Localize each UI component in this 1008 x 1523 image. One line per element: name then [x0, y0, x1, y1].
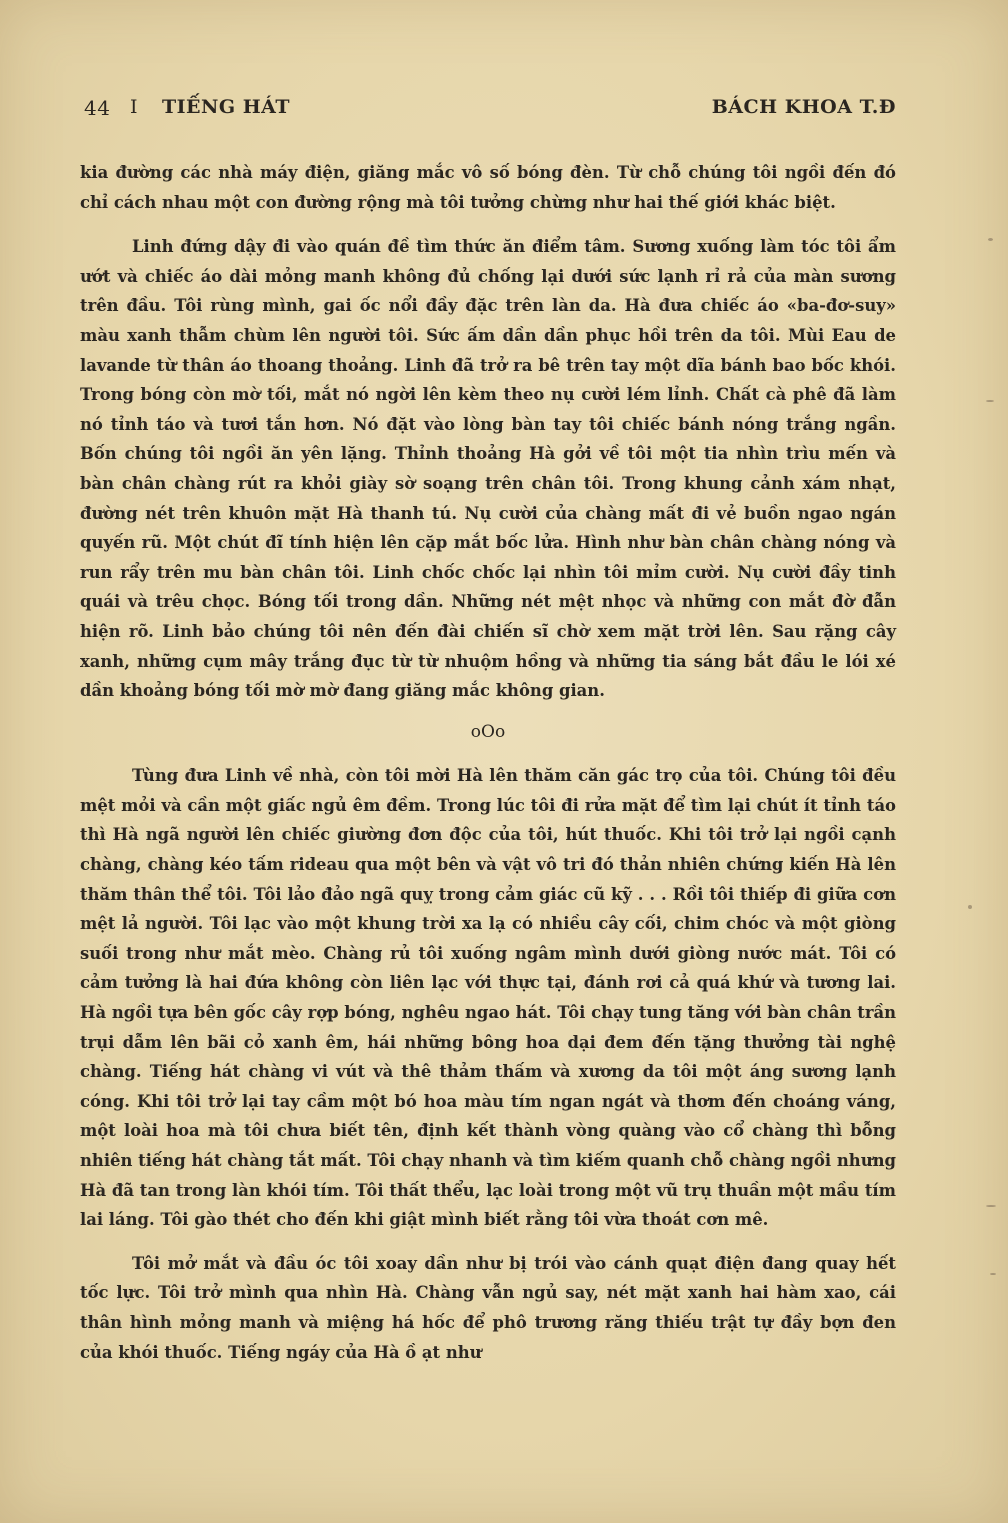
section-divider: oOo	[470, 721, 506, 742]
paper-speck	[988, 238, 993, 241]
paragraph-4: Tôi mở mắt và đầu óc tôi xoay dần như bị trói vào cánh quạt điện đang quay hết tốc lực. Tôi trở mình qua nhìn Hà. Chàng vẫn ngủ say, nét mặt xanh hai hàm xao, cái thân hình mỏng manh và miệng há hốc để phô trương răng thiếu trật tự đầy bợn đen của khói thuốc. Tiếng ngáy của Hà ồ ạt như	[80, 1253, 896, 1362]
page-header	[84, 96, 896, 126]
section-title: TIẾNG HÁT	[162, 96, 291, 118]
paper-speck	[968, 905, 972, 909]
page-number: 44	[84, 96, 111, 120]
paragraph-1: kia đường các nhà máy điện, giăng mắc vô số bóng đèn. Từ chỗ chúng tôi ngồi đến đó chỉ cách nhau một con đường rộng mà tôi tưởng chừng như hai thế giới khác biệt.	[80, 163, 896, 212]
header-separator: I	[130, 96, 139, 118]
article-body	[80, 158, 896, 1367]
journal-title: BÁCH KHOA T.Đ	[711, 96, 896, 118]
paper-speck	[990, 1273, 996, 1275]
paragraph-3: Tùng đưa Linh về nhà, còn tôi mời Hà lên thăm căn gác trọ của tôi. Chúng tôi đều mệt mỏi và cần một giấc ngủ êm đềm. Trong lúc tôi đi rửa mặt để tìm lại chút ít tỉnh táo thì Hà ngã người lên chiếc giường đơn độc của tôi, hút thuốc. Khi tôi trở lại ngồi cạnh chàng, chàng kéo tấm rideau qua một bên và vật vô tri đó thản nhiên chứng kiến Hà lên thăm thân thể tôi. Tôi lảo đảo ngã quỵ trong cảm giác cũ kỹ . . . Rồi tôi thiếp đi giữa cơn mệt lả người. Tôi lạc vào một khung trời xa lạ có nhiều cây cối, chim chóc và một giòng suối trong như mắt mèo. Chàng rủ tôi xuống ngâm mình dưới giòng nước mát. Tôi có cảm tưởng là hai đứa không còn liên lạc với thực tại, đánh rơi cả quá khứ và tương lai. Hà ngồi tựa bên gốc cây rợp bóng, nghêu ngao hát. Tôi chạy tung tăng với bàn chân trần trụi dẫm lên bãi cỏ xanh êm, hái những bông hoa dại đem đến tặng thưởng tài nghệ chàng. Tiếng hát chàng vi vút và thê thảm thấm và xương da tôi một áng sương lạnh cóng. Khi tôi trở lại tay cầm một bó hoa màu tím ngan ngát và thơm đến choáng váng, một loài hoa mà tôi chưa biết tên, định kết thành vòng quàng vào cổ chàng thì bỗng nhiên tiếng hát chàng tắt mất. Tôi chạy nhanh và tìm kiếm quanh chỗ chàng ngồi nhưng Hà đã tan trong làn khói tím. Tôi thất thểu, lạc loài trong một vũ trụ thuần một mầu tím lai láng. Tôi gào thét cho đến khi giật mình biết rằng tôi vừa thoát cơn mê.	[80, 766, 896, 1230]
paper-speck	[986, 1205, 996, 1207]
paper-speck	[986, 400, 994, 402]
paragraph-2: Linh đứng dậy đi vào quán đề tìm thức ăn điểm tâm. Sương xuống làm tóc tôi ẩm ướt và chiếc áo dài mỏng manh không đủ chống lại dưới sức lạnh rỉ rả của màn sương trên đầu. Tôi rùng mình, gai ốc nổi đầy đặc trên làn da. Hà đưa chiếc áo «ba-đơ-suy» màu xanh thẫm chùm lên người tôi. Sức ấm dần dần phục hồi trên da tôi. Mùi Eau de lavande từ thân áo thoang thoảng. Linh đã trở ra bê trên tay một dĩa bánh bao bốc khói. Trong bóng còn mờ tối, mắt nó ngời lên kèm theo nụ cười lém lỉnh. Chất cà phê đã làm nó tỉnh táo và tươi tắn hơn. Nó đặt vào lòng bàn tay tôi chiếc bánh nóng trắng ngần. Bốn chúng tôi ngồi ăn yên lặng. Thỉnh thoảng Hà gởi về tôi một tia nhìn trìu mến và bàn chân chàng rút ra khỏi giày sờ soạng trên chân tôi. Trong khung cảnh xám nhạt, đường nét trên khuôn mặt Hà thanh tú. Nụ cười của chàng mất đi vẻ buồn ngao ngán quyến rũ. Một chút đĩ tính hiện lên cặp mắt bốc lửa. Hình như bàn chân chàng nóng và run rẩy trên mu bàn chân tôi. Linh chốc chốc lại nhìn tôi mỉm cười. Nụ cười đầy tinh quái và trêu chọc. Bóng tối trong dần. Những nét mệt nhọc và những con mắt đờ đẫn hiện rõ. Linh bảo chúng tôi nên đến đài chiến sĩ chờ xem mặt trời lên. Sau rặng cây xanh, những cụm mây trắng đục từ từ nhuộm hồng và những tia sáng bắt đầu le lói xé dần khoảng bóng tối mờ mờ đang giăng mắc không gian.	[80, 237, 896, 701]
